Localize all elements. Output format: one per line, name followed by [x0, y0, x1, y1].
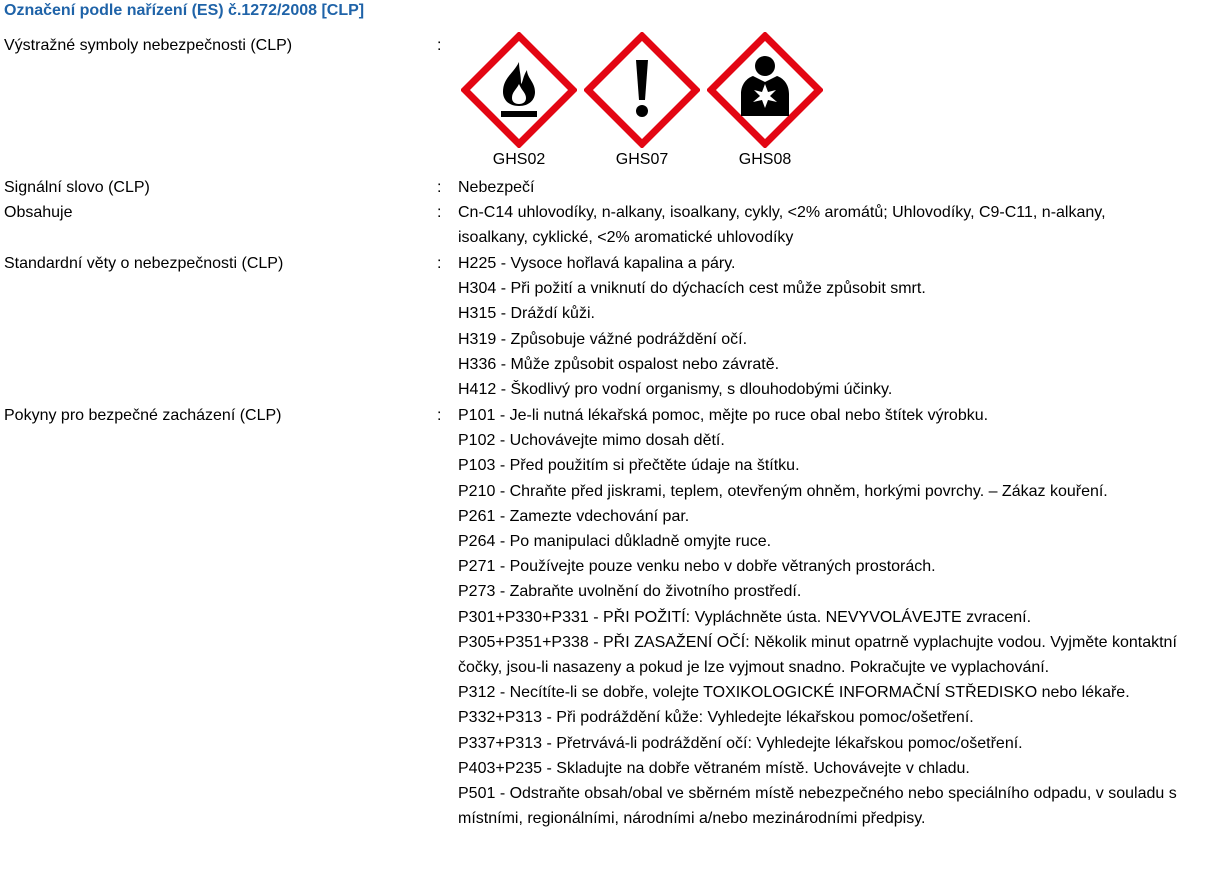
hazard-statement: H412 - Škodlivý pro vodní organismy, s dlouhodobými účinky. — [458, 381, 893, 399]
precautionary-statement: P101 - Je-li nutná lékařská pomoc, mějte po ruce obal nebo štítek výrobku. — [458, 407, 989, 424]
pictogram-code: GHS08 — [738, 151, 792, 168]
hazard-statement: H336 - Může způsobit ospalost nebo závratě. — [458, 355, 780, 373]
contains-value: Cn-C14 uhlovodíky, n-alkany, isoalkany, cykly, <2% aromátů; Uhlovodíky, C9-C11, n-alkany, isoalkany, cyklické, <2% aromatické uhlovodíky — [458, 204, 1106, 247]
precautionary-statement: P337+P313 - Přetrvává-li podráždění očí: Vyhledejte lékařskou pomoc/ošetření. — [458, 734, 1023, 752]
hazard-statement: H225 - Vysoce hořlavá kapalina a páry. — [458, 255, 736, 272]
colon: : — [437, 179, 442, 196]
precautionary-statements-label: Pokyny pro bezpečné zacházení (CLP) — [4, 407, 282, 424]
precautionary-statement: P261 - Zamezte vdechování par. — [458, 507, 690, 525]
precautionary-statements-list — [458, 403, 1206, 831]
precautionary-statement: P312 - Necítíte-li se dobře, volejte TOXIKOLOGICKÉ INFORMAČNÍ STŘEDISKO nebo lékaře. — [458, 684, 1130, 702]
hazard-statements-label: Standardní věty o nebezpečnosti (CLP) — [4, 255, 284, 272]
precautionary-statement: P273 - Zabraňte uvolnění do životního prostředí. — [458, 583, 802, 601]
colon: : — [437, 255, 442, 272]
health-hazard-icon — [707, 32, 823, 148]
precautionary-statement: P264 - Po manipulaci důkladně omyjte ruce. — [458, 533, 772, 551]
contains-label: Obsahuje — [4, 204, 73, 221]
signal-word-value: Nebezpečí — [458, 179, 535, 196]
precautionary-statement: P301+P330+P331 - PŘI POŽITÍ: Vypláchněte ústa. NEVYVOLÁVEJTE zvracení. — [458, 608, 1032, 626]
flame-icon — [461, 32, 577, 148]
precautionary-statement: P103 - Před použitím si přečtěte údaje na štítku. — [458, 457, 800, 475]
precautionary-statement: P332+P313 - Při podráždění kůže: Vyhledejte lékařskou pomoc/ošetření. — [458, 709, 974, 727]
pictogram-code: GHS07 — [615, 151, 669, 168]
colon: : — [437, 204, 442, 221]
precautionary-statement: P305+P351+P338 - PŘI ZASAŽENÍ OČÍ: Několik minut opatrně vyplachujte vodou. Vyjměte kontaktní čočky, jsou-li nasazeny a pokud je lze vyjmout snadno. Pokračujte ve vyplachování. — [458, 633, 1177, 677]
hazard-statement: H304 - Při požití a vniknutí do dýchacích cest může způsobit smrt. — [458, 280, 926, 298]
pictogram-code: GHS02 — [492, 151, 546, 168]
precautionary-statement: P210 - Chraňte před jiskrami, teplem, otevřeným ohněm, horkými povrchy. – Zákaz kouření. — [458, 482, 1108, 500]
colon: : — [437, 37, 442, 54]
hazard-statement: H319 - Způsobuje vážné podráždění očí. — [458, 330, 748, 348]
precautionary-statement: P271 - Používejte pouze venku nebo v dobře větraných prostorách. — [458, 558, 936, 576]
exclamation-mark-icon — [584, 32, 700, 148]
signal-word-label: Signální slovo (CLP) — [4, 179, 150, 196]
section-title: Označení podle nařízení (ES) č.1272/2008 [CLP] — [4, 2, 365, 19]
precautionary-statement: P403+P235 - Skladujte na dobře větraném místě. Uchovávejte v chladu. — [458, 759, 970, 777]
hazard-statement: H315 - Dráždí kůži. — [458, 305, 595, 323]
symbols-label: Výstražné symboly nebezpečnosti (CLP) — [4, 37, 293, 54]
hazard-statements-list — [458, 251, 1206, 402]
colon: : — [437, 407, 442, 424]
precautionary-statement: P102 - Uchovávejte mimo dosah dětí. — [458, 432, 725, 450]
precautionary-statement: P501 - Odstraňte obsah/obal ve sběrném místě nebezpečného nebo speciálního odpadu, v souladu s místními, regionálními, národními a/nebo mezinárodními předpisy. — [458, 785, 1177, 828]
